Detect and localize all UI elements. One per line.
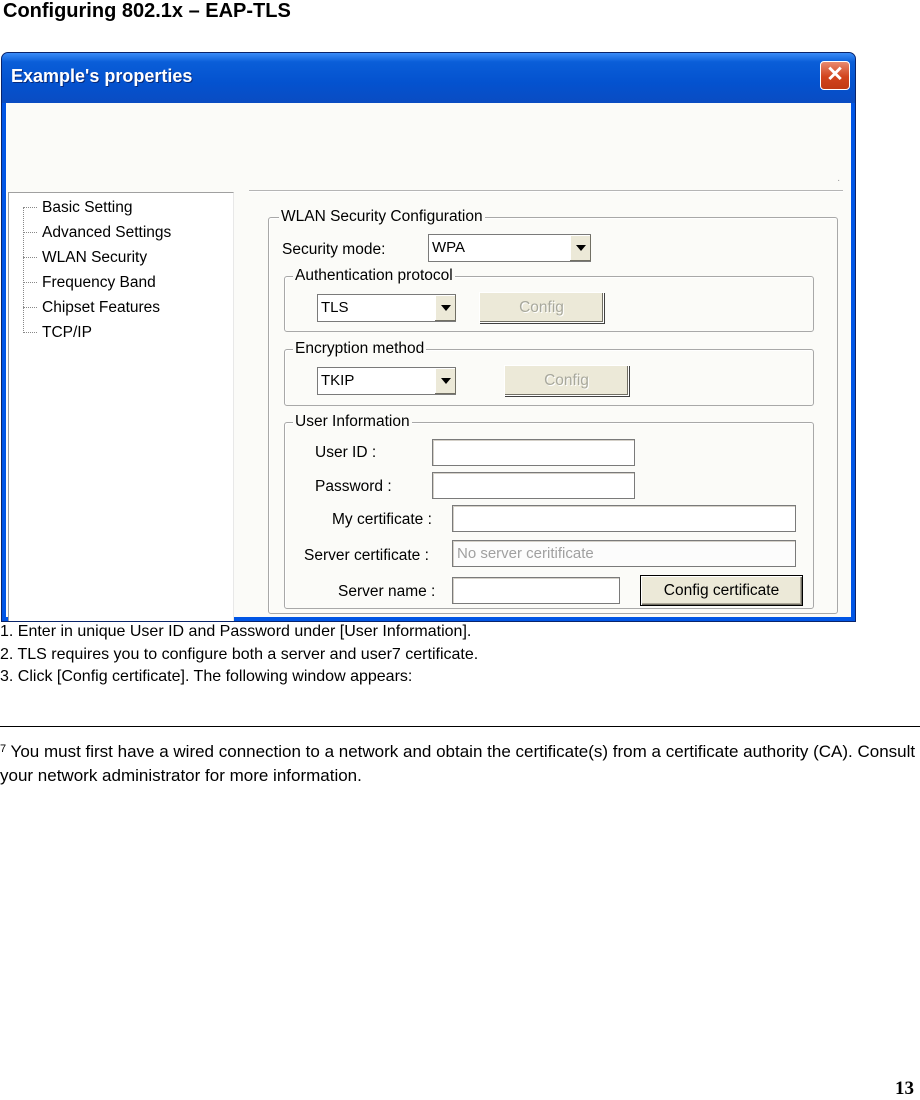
dialog-titlebar[interactable] xyxy=(2,53,855,103)
properties-dialog xyxy=(1,52,856,622)
top-separator xyxy=(249,190,843,192)
password-label: Password : xyxy=(315,478,392,495)
chevron-down-icon[interactable] xyxy=(434,295,456,321)
dialog-client-area xyxy=(6,103,851,617)
encryption-method-legend: Encryption method xyxy=(295,340,425,357)
settings-tree xyxy=(8,192,234,622)
server-name-input[interactable] xyxy=(452,577,620,604)
wlan-security-legend: WLAN Security Configuration xyxy=(281,208,483,225)
my-certificate-input[interactable] xyxy=(452,505,796,532)
security-mode-value: WPA xyxy=(432,239,466,256)
dialog-title: Example's properties xyxy=(11,66,193,86)
tree-item-advanced-settings[interactable] xyxy=(23,220,171,245)
encryption-config-button[interactable]: Config xyxy=(504,365,629,396)
tree-item-wlan-security[interactable] xyxy=(23,245,147,270)
chevron-down-icon[interactable] xyxy=(569,235,591,261)
authentication-protocol-legend: Authentication protocol xyxy=(295,267,453,284)
step-3: 3. Click [Config certificate]. The following window appears: xyxy=(0,668,413,685)
tree-item-tcp-ip[interactable] xyxy=(23,320,92,345)
authentication-protocol-value: TLS xyxy=(321,299,349,316)
page-number: 13 xyxy=(895,1078,914,1099)
tree-item-label: Frequency Band xyxy=(42,274,156,291)
footnote-text: You must first have a wired connection to a network and obtain the certificate(s) from a certificate authority (CA). Consult your network administrator for more information. xyxy=(0,742,916,785)
password-input[interactable] xyxy=(432,472,635,499)
chevron-down-icon[interactable] xyxy=(434,368,456,394)
close-button[interactable] xyxy=(820,61,850,90)
instruction-steps xyxy=(0,621,478,689)
tree-item-frequency-band[interactable] xyxy=(23,270,156,295)
user-id-label: User ID : xyxy=(315,444,377,461)
tree-item-basic-setting[interactable] xyxy=(23,195,132,220)
server-certificate-input[interactable] xyxy=(452,540,796,567)
tree-item-label: Chipset Features xyxy=(42,299,161,316)
user-id-input[interactable] xyxy=(432,439,635,466)
security-mode-select[interactable] xyxy=(428,234,591,262)
tree-item-label: TCP/IP xyxy=(42,324,92,341)
tree-item-label: Advanced Settings xyxy=(42,224,172,241)
auth-config-button[interactable]: Config xyxy=(479,292,604,323)
footnote-mark: 7 xyxy=(0,743,7,755)
user-information-legend: User Information xyxy=(295,413,410,430)
security-mode-label: Security mode: xyxy=(282,241,386,258)
server-certificate-label: Server certificate : xyxy=(304,547,429,564)
server-name-label: Server name : xyxy=(338,583,436,600)
encryption-method-value: TKIP xyxy=(321,372,355,389)
authentication-protocol-select[interactable] xyxy=(317,294,456,322)
separator-dot: · xyxy=(837,175,841,186)
encryption-method-select[interactable] xyxy=(317,367,456,395)
my-certificate-label: My certificate : xyxy=(332,511,432,528)
step-2: 2. TLS requires you to configure both a server and user7 certificate. xyxy=(0,645,479,663)
config-certificate-button[interactable]: Config certificate xyxy=(640,575,803,606)
footnote xyxy=(0,740,916,788)
close-icon: ✕ xyxy=(826,63,844,86)
tree-item-chipset-features[interactable] xyxy=(23,295,160,320)
step-1: 1. Enter in unique User ID and Password under [User Information]. xyxy=(0,623,472,640)
tree-item-label: Basic Setting xyxy=(42,199,133,216)
footnote-separator xyxy=(0,726,920,727)
page-title: Configuring 802.1x – EAP-TLS xyxy=(3,0,291,22)
tree-item-label: WLAN Security xyxy=(42,249,148,266)
